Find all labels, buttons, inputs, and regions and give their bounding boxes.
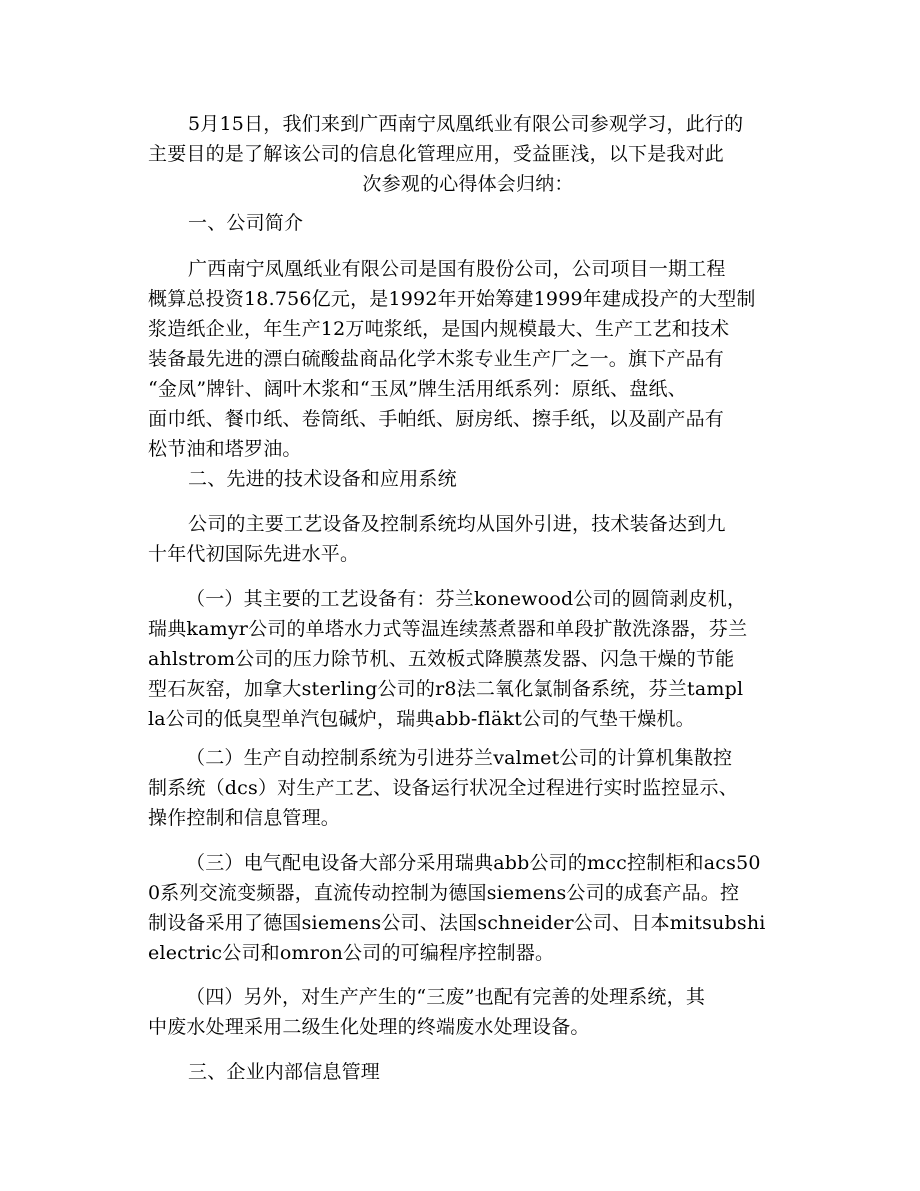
item-4-line-2: 中废水处理采用二级生化处理的终端废水处理设备。 — [148, 1016, 590, 1038]
section-1-line-2: 概算总投资18.756亿元，是1992年开始筹建1999年建成投产的大型制 — [148, 288, 756, 310]
item-3-line-4: electric公司和omron公司的可编程序控制器。 — [148, 942, 555, 964]
item-1-line-4: 型石灰窑，加拿大sterling公司的r8法二氧化氯制备系统，芬兰tampl — [148, 678, 744, 700]
section-1-line-1: 广西南宁凤凰纸业有限公司是国有股份公司，公司项目一期工程 — [188, 258, 726, 280]
item-2-line-3: 操作控制和信息管理。 — [148, 807, 341, 829]
section-2-heading: 二、先进的技术设备和应用系统 — [188, 468, 457, 490]
section-1-line-3: 浆造纸企业，年生产12万吨浆纸，是国内规模最大、生产工艺和技术 — [148, 318, 730, 340]
item-3-line-3: 制设备采用了德国siemens公司、法国schneider公司、日本mitsubshi — [148, 912, 766, 934]
item-2-line-1: （二）生产自动控制系统为引进芬兰valmet公司的计算机集散控 — [186, 747, 733, 769]
intro-line-3: 次参观的心得体会归纳： — [362, 173, 574, 195]
section-2-intro-line-1: 公司的主要工艺设备及控制系统均从国外引进，技术装备达到九 — [188, 513, 726, 535]
item-1-line-5: la公司的低臭型单汽包碱炉，瑞典abb-fläkt公司的气垫干燥机。 — [148, 708, 695, 730]
section-1-line-6: 面巾纸、餐巾纸、卷筒纸、手帕纸、厨房纸、擦手纸，以及副产品有 — [148, 408, 725, 430]
item-3-line-1: （三）电气配电设备大部分采用瑞典abb公司的mcc控制柜和acs50 — [186, 852, 761, 874]
item-4-line-1: （四）另外，对生产产生的“三废”也配有完善的处理系统，其 — [186, 986, 706, 1008]
intro-line-2: 主要目的是了解该公司的信息化管理应用，受益匪浅，以下是我对此 — [148, 143, 725, 165]
section-1-line-4: 装备最先进的漂白硫酸盐商品化学木浆专业生产厂之一。旗下产品有 — [148, 348, 725, 370]
section-1-line-5: “金凤”牌针、阔叶木浆和“玉凤”牌生活用纸系列：原纸、盘纸、 — [148, 378, 687, 400]
item-1-line-3: ahlstrom公司的压力除节机、五效板式降膜蒸发器、闪急干燥的节能 — [148, 648, 735, 670]
section-1-line-7: 松节油和塔罗油。 — [148, 438, 302, 460]
item-3-line-2: 0系列交流变频器，直流传动控制为德国siemens公司的成套产品。控 — [148, 882, 740, 904]
item-2-line-2: 制系统（dcs）对生产工艺、设备运行状况全过程进行实时监控显示、 — [148, 777, 738, 799]
item-1-line-2: 瑞典kamyr公司的单塔水力式等温连续蒸煮器和单段扩散洗涤器，芬兰 — [148, 618, 748, 640]
section-2-intro-line-2: 十年代初国际先进水平。 — [148, 543, 360, 565]
section-1-heading: 一、公司简介 — [188, 212, 304, 234]
intro-line-1: 5月15日，我们来到广西南宁凤凰纸业有限公司参观学习，此行的 — [188, 113, 744, 135]
section-3-heading: 三、企业内部信息管理 — [188, 1061, 381, 1083]
item-1-line-1: （一）其主要的工艺设备有：芬兰konewood公司的圆筒剥皮机， — [186, 588, 747, 610]
